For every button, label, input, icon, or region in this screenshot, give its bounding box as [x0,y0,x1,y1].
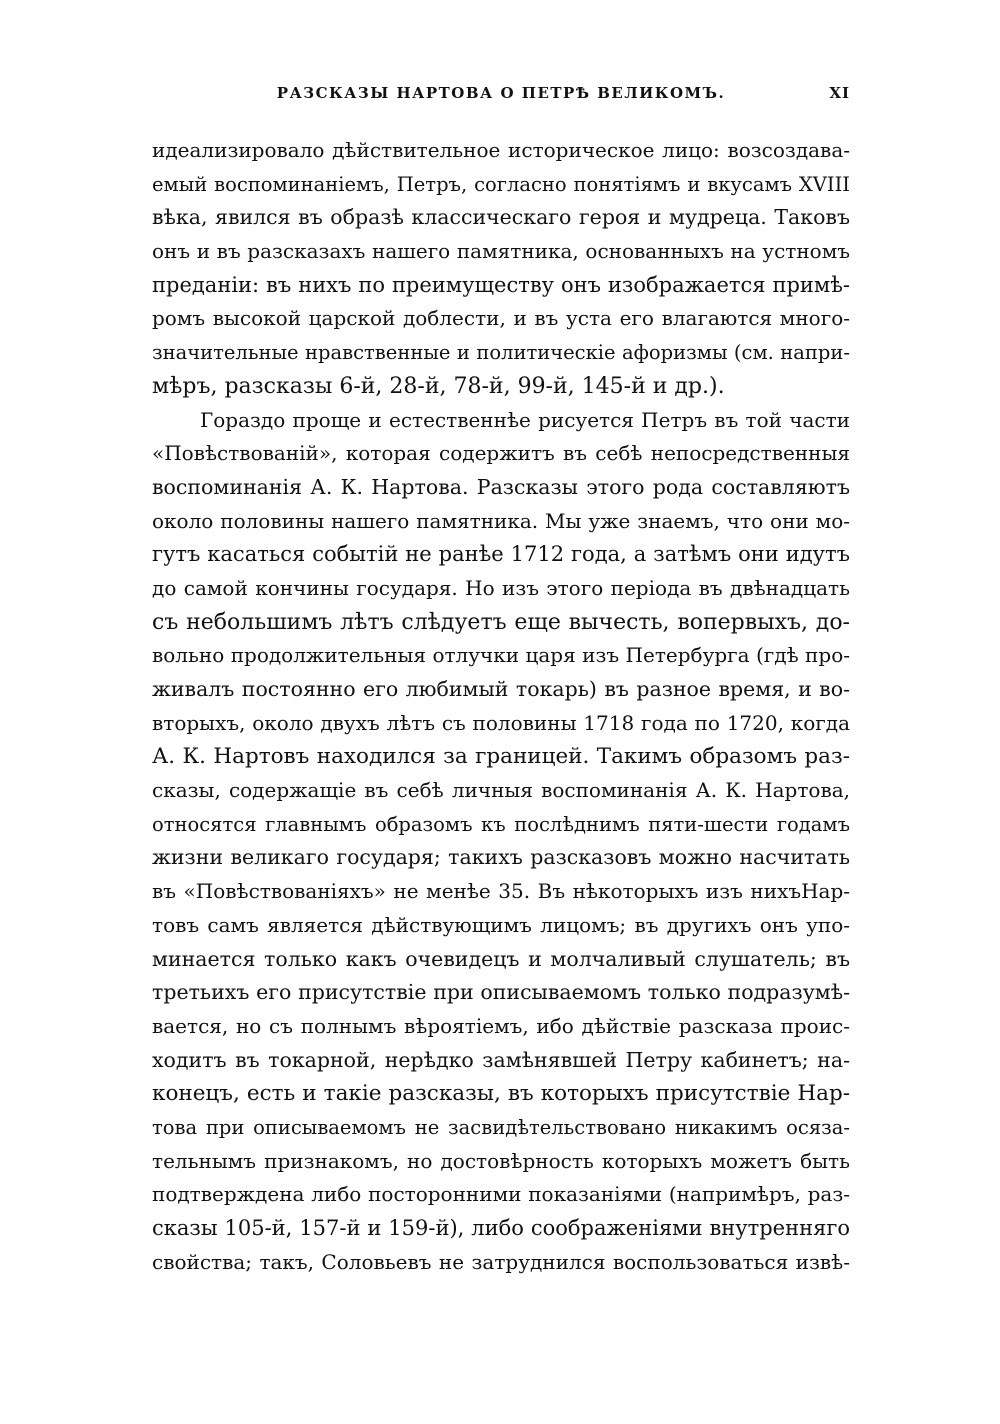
text-line: А. К. Нартовъ находился за границей. Такимъ образомъ раз- [152,744,850,770]
text-line: вается, но съ полнымъ вѣроятіемъ, ибо дѣйствіе разсказа проис- [152,1013,850,1038]
text-line: преданіи: въ нихъ по преимуществу онъ изображается примѣ- [152,272,850,297]
running-title: РАЗСКАЗЫ НАРТОВА О ПЕТРѢ ВЕЛИКОМЪ. [276,84,726,102]
paragraph-end-line: мѣръ, разсказы 6-й, 28-й, 78-й, 99-й, 145-й и др.). [152,373,725,399]
text-line: емый воспоминаніемъ, Петръ, согласно понятіямъ и вкусамъ XVIII [152,172,850,196]
text-line: воспоминанія А. К. Нартова. Разсказы этого рода составляютъ [152,474,850,499]
paragraph-start-line: Гораздо проще и естественнѣе рисуется Петръ въ той части [200,407,850,432]
text-line: минается только какъ очевидецъ и молчаливый слушатель; въ [152,946,850,971]
running-head [152,84,850,114]
text-line: третьихъ его присутствіе при описываемомъ только подразумѣ- [152,980,850,1005]
text-line: конецъ, есть и такіе разсказы, въ которыхъ присутствіе Нар- [152,1081,850,1107]
text-line: значительные нравственные и политическіе афоризмы (см. напри- [152,341,850,365]
text-line: свойства; такъ, Соловьевъ не затруднился воспользоваться извѣ- [152,1249,850,1274]
text-line: това при описываемомъ не засвидѣтельствовано никакимъ осяза- [152,1115,850,1139]
page-number: XI [829,84,850,102]
text-line: сказы, содержащіе въ себѣ личныя воспоминанія А. К. Нартова, [152,778,850,803]
text-line: вольно продолжительныя отлучки царя изъ Петербурга (гдѣ про- [152,643,850,668]
text-line: идеализировало дѣйствительное историческое лицо: возсоздава- [152,138,850,162]
text-line: въ «Повѣствованіяхъ» не менѣе 35. Въ нѣкоторыхъ изъ нихъНар- [152,879,850,904]
text-line: съ небольшимъ лѣтъ слѣдуетъ еще вычесть, вопервыхъ, до- [152,609,850,635]
text-line: «Повѣствованій», которая содержитъ въ себѣ непосредственныя [152,441,850,466]
text-line: онъ и въ разсказахъ нашего памятника, основанныхъ на устномъ [152,239,850,264]
text-line: до самой кончины государя. Но изъ этого періода въ двѣнадцать [152,575,850,600]
text-line: живалъ постоянно его любимый токарь) въ разное время, и во- [152,677,850,701]
text-line: относятся главнымъ образомъ къ послѣднимъ пяти-шести годамъ [152,812,850,836]
text-line: товъ самъ является дѣйствующимъ лицомъ; въ другихъ онъ упо- [152,912,850,937]
text-line: тельнымъ признакомъ, но достовѣрность которыхъ можетъ быть [152,1148,850,1173]
text-line: сказы 105-й, 157-й и 159-й), либо соображеніями внутренняго [152,1216,850,1240]
text-line: вѣка, явился въ образѣ классическаго героя и мудреца. Таковъ [152,205,850,230]
text-line: ромъ высокой царской доблести, и въ уста его влагаются много- [152,306,850,331]
text-line: ходитъ въ токарной, нерѣдко замѣнявшей Петру кабинетъ; на- [152,1047,850,1072]
text-line: жизни великаго государя; такихъ разсказовъ можно насчитать [152,845,850,870]
text-line: около половины нашего памятника. Мы уже знаемъ, что они мо- [152,508,850,533]
text-line: вторыхъ, около двухъ лѣтъ съ половины 1718 года по 1720, когда [152,710,850,735]
text-line: гутъ касаться событій не ранѣе 1712 года, а затѣмъ они идутъ [152,542,850,567]
text-line: подтверждена либо посторонними показаніями (напримѣръ, раз- [152,1182,850,1207]
body-text [152,134,850,1279]
